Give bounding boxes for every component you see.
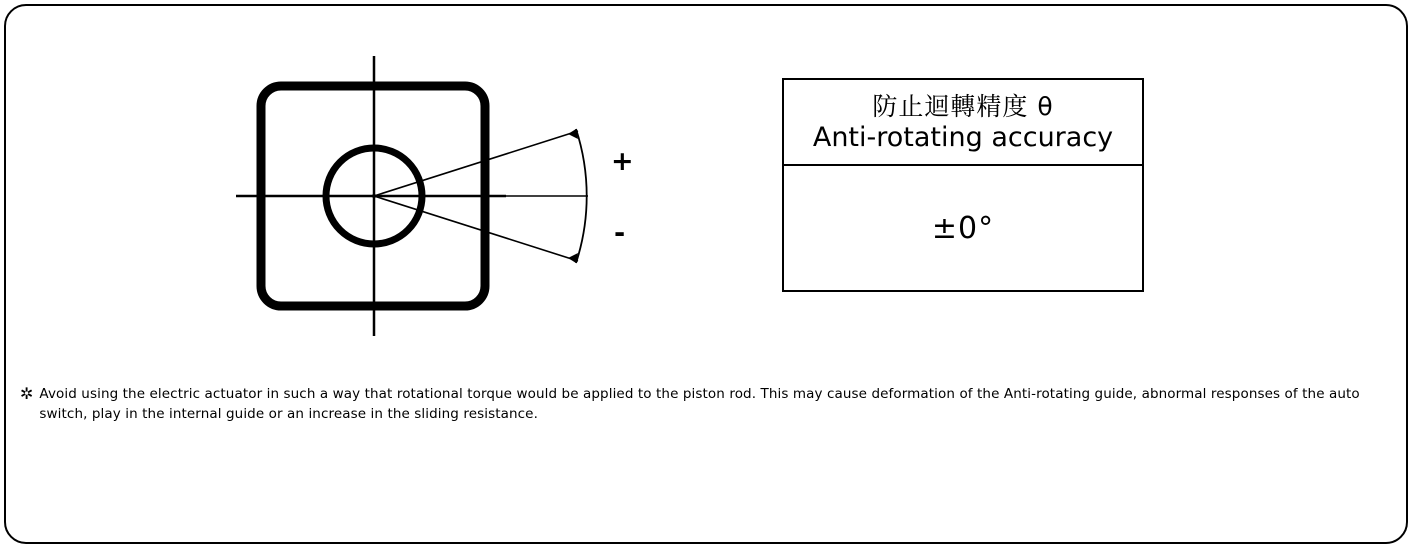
anti-rotating-accuracy-table [782,78,1144,292]
page-frame [4,4,1408,544]
footnote [20,384,1390,424]
table-header-cell [784,80,1142,166]
footnote-text: Avoid using the electric actuator in such a way that rotational torque would be applied to the piston rod. This may cause deformation of the Anti-rotating guide, abnormal responses of the auto switch, play in the internal guide or an increase in the sliding resistance. [39,386,1360,422]
minus-sign-label: - [614,218,626,249]
anti-rotating-accuracy-diagram [216,36,666,356]
table-value-cell [784,166,1142,290]
anti-rotating-accuracy-value: ±0° [931,210,995,246]
plus-sign-label: + [611,146,634,177]
asterisk-icon: ✲ [20,384,34,403]
table-header-chinese: 防止迴轉精度 θ [872,91,1054,121]
table-header-english: Anti-rotating accuracy [812,122,1114,154]
